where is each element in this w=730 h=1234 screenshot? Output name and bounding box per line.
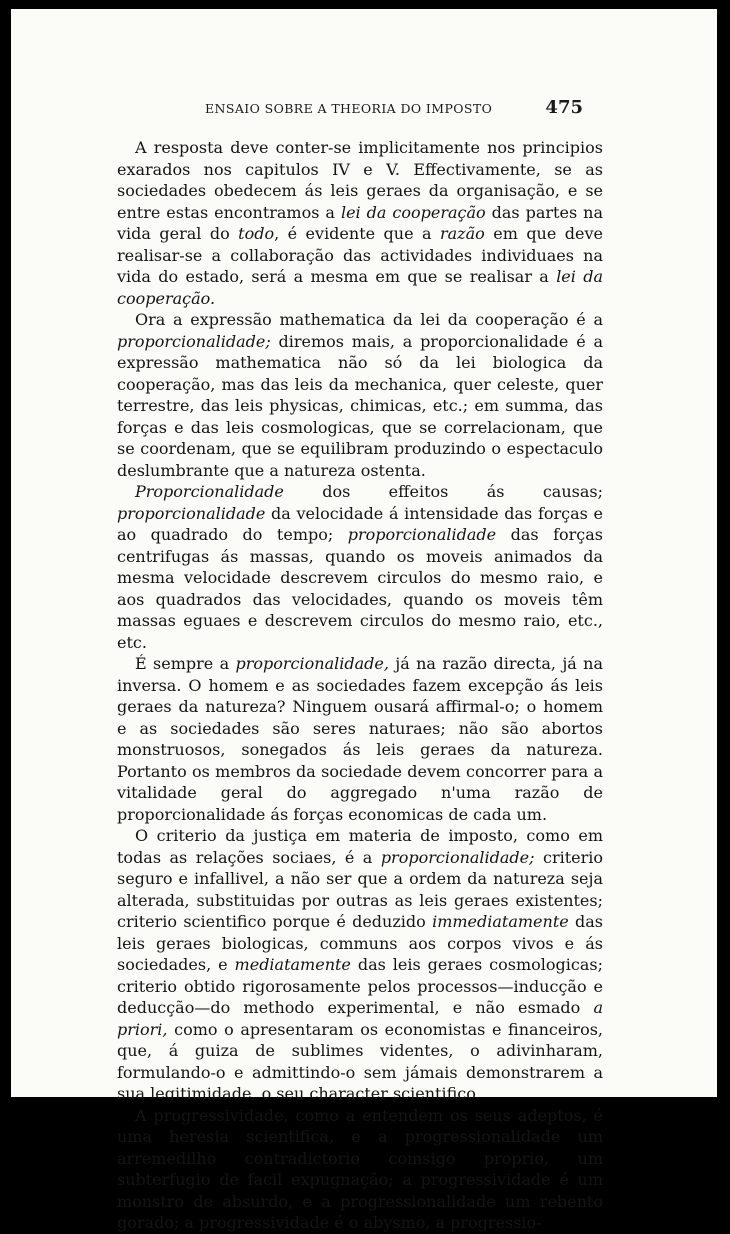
text-run: , é evidente que a bbox=[274, 224, 440, 243]
text-run: Ora a expressão mathematica da lei da cooperação é a bbox=[135, 310, 603, 329]
italic-run: razão bbox=[439, 224, 485, 243]
italic-run: todo bbox=[238, 224, 275, 243]
text-run: diremos mais, a proporcionalidade é a expressão mathematica não só da lei biologica da cooperação, mas das leis da mechanica, quer celeste, quer terrestre, das leis physicas, chimicas, etc.; em summa, das forças e das leis cosmologicas, que se correlacionam, que se coordenam, que se equilibram produzindo o espectaculo deslumbrante que a natureza ostenta. bbox=[117, 331, 603, 480]
paragraph bbox=[117, 1105, 603, 1234]
text-run: em que deve realisar-se a collaboração das actividades individuaes na vida do estado, será a mesma em que se realisar a bbox=[117, 224, 603, 286]
text-run: das leis geraes cosmologicas; criterio obtido rigorosamente pelos processos—inducção e deducção—do methodo experimental, e não esmado bbox=[117, 955, 603, 1017]
italic-run: Proporcionalidade bbox=[135, 482, 284, 501]
text-run: já na razão directa, já na inversa. O homem e as sociedades fazem excepção ás leis geraes da natureza? Ninguem ousará affirmal-o; o homem e as sociedades são seres naturaes; não são abortos monstruosos, sonegados ás leis geraes da natureza. Portanto os membros da sociedade devem concorrer para a vitalidade geral do aggregado n'uma razão de proporcionalidade ás forças economicas de cada um. bbox=[117, 654, 604, 824]
text-run: É sempre a bbox=[135, 654, 236, 673]
italic-run: mediatamente bbox=[234, 955, 351, 974]
italic-run: proporcionalidade, bbox=[235, 654, 389, 673]
paragraph bbox=[117, 137, 603, 309]
body-text bbox=[117, 137, 603, 1234]
text-run: da velocidade á intensidade das forças e ao quadrado do tempo; bbox=[117, 503, 603, 544]
text-run: das partes na vida geral do bbox=[117, 202, 603, 243]
text-run: A progressividade, como a entendem os seus adeptos, é uma heresia scientifica, e a progressionalidade um arremedilho contradictorio comsigo proprio, um subterfugio de facil expugnação; a progressividade é um monstro de absurdo, e a progressionalidade um rebento gorado; a progressividade é o abysmo, a progressio- bbox=[117, 1105, 603, 1232]
italic-run: proporcionalidade bbox=[117, 503, 266, 523]
italic-run: proporcionalidade; bbox=[380, 847, 535, 867]
text-run: das forças centrifugas ás massas, quando os moveis animados da mesma velocidade descrevem circulos do mesmo raio, e aos quadrados das velocidades, quando os moveis têm massas eguaes e descrevem circulos do mesmo raio, etc., etc. bbox=[117, 525, 603, 652]
text-run: O criterio da justiça em materia de imposto, como em todas as relações sociaes, é a bbox=[117, 826, 603, 867]
text-run: criterio seguro e infallivel, a não ser que a ordem da natureza seja alterada, substituidas por outras as leis geraes existentes; criterio scientifico porque é deduzido bbox=[117, 847, 604, 931]
paragraph bbox=[117, 309, 603, 481]
text-run: como o apresentaram os economistas e financeiros, que, á guiza de sublimes videntes, o adivinharam, formulando-o e admittindo-o sem jámais demonstrarem a sua legitimidade, o seu character scientifico. bbox=[117, 1019, 603, 1103]
italic-run: proporcionalidade; bbox=[117, 331, 271, 351]
paragraph bbox=[117, 825, 603, 1105]
paragraph bbox=[117, 481, 603, 653]
text-run: dos effeitos ás causas; bbox=[283, 482, 603, 501]
italic-run: immediatamente bbox=[432, 912, 569, 931]
page-header bbox=[117, 99, 583, 121]
italic-run: proporcionalidade bbox=[347, 525, 497, 544]
italic-run: lei da cooperação bbox=[340, 202, 486, 222]
text-run: A resposta deve conter-se implicitamente nos principios exarados nos capitulos IV e V. Effectivamente, se as sociedades obedecem ás leis geraes da organisação, e se entre estas encontramos a bbox=[117, 138, 603, 222]
italic-run: lei da cooperação. bbox=[117, 267, 604, 308]
page-number: 475 bbox=[545, 97, 583, 118]
italic-run: a priori, bbox=[117, 998, 603, 1039]
running-title: ENSAIO SOBRE A THEORIA DO IMPOSTO bbox=[205, 101, 493, 116]
paragraph bbox=[117, 653, 603, 825]
book-page bbox=[11, 9, 717, 1232]
text-run: das leis geraes biologicas, communs aos corpos vivos e ás sociedades, e bbox=[117, 912, 604, 974]
